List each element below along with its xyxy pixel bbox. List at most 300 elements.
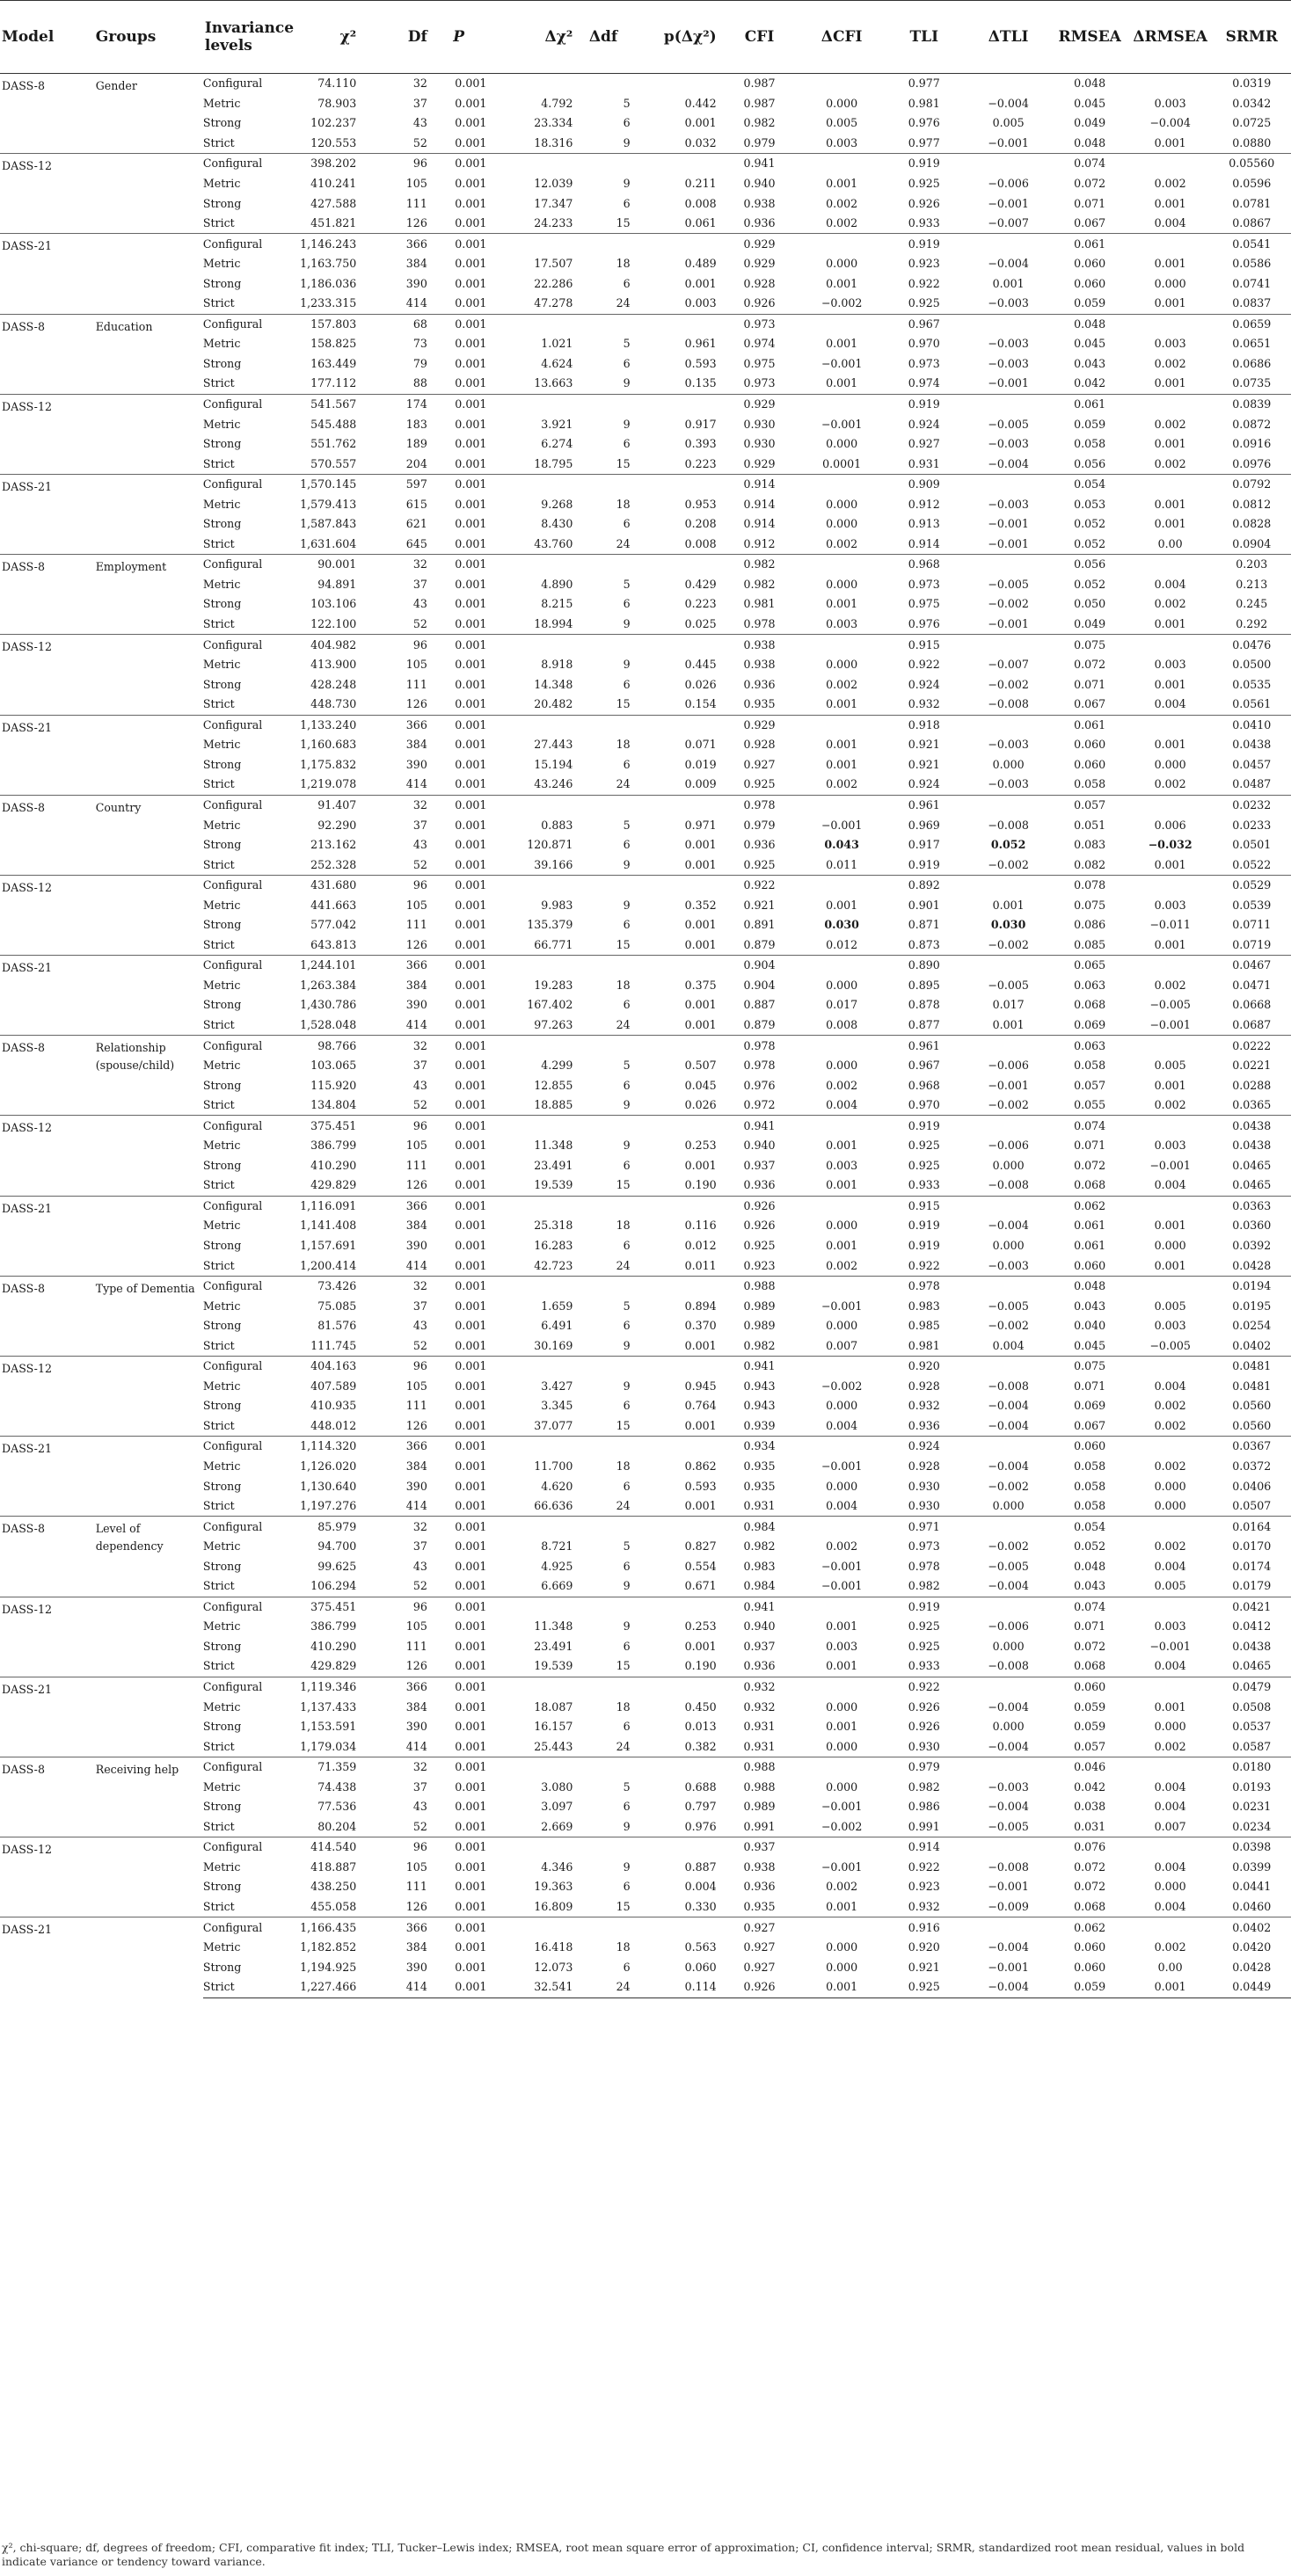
chi-square-cell: 94.700 — [317, 1539, 357, 1554]
model-cell: DASS-12 — [0, 394, 94, 474]
srmr-cell: 0.0254 — [1232, 1319, 1272, 1333]
p-cell: 0.001 — [455, 597, 487, 611]
group-cell: Relationship (spouse/child) — [94, 1036, 203, 1116]
rmsea-cell: 0.052 — [1074, 536, 1106, 550]
p-cell: 0.001 — [455, 1859, 487, 1874]
invariance-level-cell: Strict — [202, 296, 235, 310]
delta-df-cell: 9 — [623, 177, 631, 190]
df-cell: 384 — [405, 978, 427, 992]
rmsea-cell: 0.063 — [1074, 978, 1106, 992]
p-delta-chi-square-cell: 0.370 — [684, 1319, 717, 1333]
invariance-level-cell: Configural — [203, 956, 288, 976]
cfi-cell: 0.989 — [743, 1319, 776, 1333]
rmsea-cell: 0.045 — [1074, 96, 1106, 110]
srmr-cell: 0.0529 — [1213, 875, 1291, 895]
delta-df-cell: 9 — [623, 1139, 631, 1153]
delta-rmsea-cell — [1128, 795, 1213, 815]
invariance-level-cell: Strict — [202, 857, 235, 871]
delta-tli-cell — [966, 1276, 1052, 1296]
chi-square-cell: 418.887 — [310, 1859, 357, 1874]
p-cell: 0.001 — [429, 474, 489, 494]
delta-tli-cell: 0.001 — [992, 1017, 1025, 1031]
chi-square-cell: 1,233.315 — [300, 296, 357, 310]
delta-tli-cell: −0.002 — [988, 857, 1029, 871]
p-cell: 0.001 — [455, 1619, 487, 1634]
cfi-cell: 0.937 — [718, 1837, 801, 1858]
delta-rmsea-cell: −0.001 — [1149, 1639, 1191, 1653]
p-delta-chi-square-cell: 0.223 — [684, 597, 717, 611]
cfi-cell: 0.983 — [743, 1559, 776, 1573]
delta-df-cell: 9 — [623, 1859, 631, 1874]
p-cell: 0.001 — [429, 234, 489, 254]
col-header-df: Df — [358, 1, 429, 74]
chi-square-cell: 1,182.852 — [300, 1940, 357, 1954]
delta-tli-cell: −0.005 — [988, 1819, 1029, 1833]
tli-cell: 0.922 — [883, 1677, 966, 1697]
group-cell — [94, 635, 203, 715]
rmsea-cell: 0.063 — [1052, 1036, 1128, 1056]
delta-rmsea-cell — [1128, 875, 1213, 895]
delta-df-cell: 24 — [616, 536, 631, 550]
delta-chi-square-cell: 23.491 — [534, 1158, 573, 1172]
table-row — [0, 956, 1291, 976]
p-cell: 0.001 — [429, 1437, 489, 1457]
delta-tli-cell: 0.001 — [992, 898, 1025, 912]
df-cell: 414 — [405, 1258, 427, 1272]
delta-df-cell — [574, 1917, 631, 1938]
df-cell: 52 — [412, 857, 427, 871]
p-cell: 0.001 — [455, 96, 487, 110]
p-delta-chi-square-cell: 0.330 — [684, 1900, 717, 1914]
delta-rmsea-cell: 0.002 — [1154, 777, 1186, 791]
tli-cell: 0.982 — [908, 1779, 940, 1794]
chi-square-cell: 404.982 — [288, 635, 359, 655]
invariance-level-cell: Metric — [202, 978, 241, 992]
group-cell: Level of dependency — [94, 1517, 203, 1597]
p-cell: 0.001 — [455, 497, 487, 511]
rmsea-cell: 0.040 — [1074, 1319, 1106, 1333]
tli-cell: 0.890 — [883, 956, 966, 976]
p-delta-chi-square-cell: 0.953 — [684, 497, 717, 511]
delta-cfi-cell — [800, 555, 883, 575]
model-cell: DASS-21 — [0, 1196, 94, 1276]
chi-square-cell: 541.567 — [288, 394, 359, 414]
srmr-cell: 0.0465 — [1232, 1158, 1272, 1172]
invariance-level-cell: Strict — [202, 1017, 235, 1031]
srmr-cell: 0.0560 — [1232, 1399, 1272, 1413]
delta-chi-square-cell: 32.541 — [488, 1977, 574, 1997]
delta-df-cell: 9 — [623, 1338, 631, 1352]
df-cell: 414 — [405, 777, 427, 791]
tli-cell: 0.925 — [908, 1158, 940, 1172]
df-cell: 390 — [405, 998, 427, 1012]
invariance-level-cell: Strict — [202, 1499, 235, 1513]
p-cell: 0.001 — [429, 1036, 489, 1056]
cfi-cell: 0.926 — [743, 296, 776, 310]
df-cell: 52 — [412, 1579, 427, 1593]
cfi-cell: 0.938 — [743, 196, 776, 210]
srmr-cell: 0.0539 — [1232, 898, 1272, 912]
p-cell: 0.001 — [429, 1837, 489, 1858]
rmsea-cell: 0.067 — [1074, 1418, 1106, 1432]
delta-cfi-cell: −0.001 — [821, 1459, 863, 1473]
delta-rmsea-cell — [1128, 1357, 1213, 1377]
invariance-level-cell: Metric — [202, 1299, 241, 1313]
delta-df-cell: 9 — [623, 417, 631, 431]
p-delta-chi-square-cell: 0.001 — [684, 116, 717, 130]
tli-cell: 0.873 — [908, 937, 940, 951]
srmr-cell: 0.0441 — [1232, 1880, 1272, 1894]
p-cell: 0.001 — [455, 1078, 487, 1092]
invariance-level-cell: Configural — [203, 1357, 288, 1377]
cfi-cell: 0.991 — [743, 1819, 776, 1833]
rmsea-cell: 0.069 — [1074, 1017, 1106, 1031]
delta-df-cell — [574, 1677, 631, 1697]
rmsea-cell: 0.068 — [1074, 1178, 1106, 1192]
chi-square-cell: 1,186.036 — [300, 276, 357, 290]
delta-rmsea-cell: 0.006 — [1154, 818, 1186, 832]
delta-cfi-cell: −0.001 — [821, 1579, 863, 1593]
rmsea-cell: 0.071 — [1074, 1379, 1106, 1393]
p-delta-chi-square-cell — [632, 555, 718, 575]
delta-tli-cell: −0.005 — [988, 1299, 1029, 1313]
delta-chi-square-cell: 16.418 — [534, 1940, 573, 1954]
delta-tli-cell: −0.001 — [988, 617, 1029, 631]
chi-square-cell: 80.204 — [317, 1819, 357, 1833]
tli-cell: 0.926 — [908, 196, 940, 210]
p-delta-chi-square-cell — [632, 1116, 718, 1136]
df-cell: 37 — [412, 818, 427, 832]
p-cell: 0.001 — [455, 1418, 487, 1432]
delta-cfi-cell: 0.003 — [826, 1639, 858, 1653]
rmsea-cell: 0.031 — [1074, 1819, 1106, 1833]
srmr-cell: 0.0872 — [1232, 417, 1272, 431]
delta-chi-square-cell — [488, 1357, 574, 1377]
tli-cell: 0.915 — [883, 1196, 966, 1216]
p-delta-chi-square-cell — [632, 1597, 718, 1617]
delta-rmsea-cell: 0.004 — [1154, 1859, 1186, 1874]
srmr-cell: 0.0449 — [1213, 1977, 1291, 1997]
df-cell: 105 — [405, 1139, 427, 1153]
delta-df-cell — [574, 234, 631, 254]
chi-square-cell: 1,579.413 — [300, 497, 357, 511]
delta-chi-square-cell: 18.316 — [534, 135, 573, 149]
df-cell: 414 — [405, 296, 427, 310]
delta-df-cell: 6 — [623, 1639, 631, 1653]
rmsea-cell: 0.057 — [1074, 1739, 1106, 1753]
delta-tli-cell — [966, 474, 1052, 494]
model-cell: DASS-12 — [0, 1837, 94, 1917]
df-cell: 183 — [405, 417, 427, 431]
delta-df-cell: 9 — [623, 617, 631, 631]
delta-df-cell: 6 — [623, 1720, 631, 1734]
rmsea-cell: 0.049 — [1074, 116, 1106, 130]
p-delta-chi-square-cell — [632, 394, 718, 414]
srmr-cell: 0.0428 — [1232, 1960, 1272, 1974]
delta-tli-cell: −0.004 — [988, 1699, 1029, 1714]
p-delta-chi-square-cell: 0.253 — [684, 1619, 717, 1634]
invariance-level-cell: Strict — [202, 376, 235, 390]
rmsea-cell: 0.052 — [1074, 517, 1106, 531]
delta-chi-square-cell: 97.263 — [534, 1017, 573, 1031]
p-cell: 0.001 — [455, 1258, 487, 1272]
p-delta-chi-square-cell — [632, 875, 718, 895]
df-cell: 37 — [412, 1779, 427, 1794]
p-delta-chi-square-cell: 0.593 — [684, 356, 717, 370]
delta-rmsea-cell: 0.005 — [1154, 1579, 1186, 1593]
p-cell: 0.001 — [455, 978, 487, 992]
tli-cell: 0.919 — [883, 394, 966, 414]
delta-tli-cell: −0.004 — [988, 1459, 1029, 1473]
chi-square-cell: 115.920 — [310, 1078, 357, 1092]
srmr-cell: 0.0508 — [1232, 1699, 1272, 1714]
p-cell: 0.001 — [455, 1459, 487, 1473]
p-cell: 0.001 — [429, 555, 489, 575]
p-delta-chi-square-cell: 0.442 — [684, 96, 717, 110]
delta-tli-cell: −0.008 — [988, 697, 1029, 711]
tli-cell: 0.932 — [908, 1399, 940, 1413]
delta-cfi-cell: 0.000 — [826, 96, 858, 110]
rmsea-cell: 0.042 — [1074, 1779, 1106, 1794]
rmsea-cell: 0.071 — [1074, 677, 1106, 691]
p-delta-chi-square-cell: 0.688 — [684, 1779, 717, 1794]
group-cell — [94, 234, 203, 314]
delta-tli-cell: −0.004 — [988, 1800, 1029, 1814]
delta-tli-cell: −0.003 — [988, 738, 1029, 752]
srmr-cell: 0.0319 — [1213, 74, 1291, 94]
rmsea-cell: 0.052 — [1074, 577, 1106, 591]
delta-rmsea-cell: 0.003 — [1154, 337, 1186, 351]
cfi-cell: 0.941 — [718, 154, 801, 174]
delta-df-cell: 15 — [616, 697, 631, 711]
invariance-level-cell: Metric — [202, 337, 241, 351]
delta-df-cell — [574, 956, 631, 976]
table-row — [0, 1757, 1291, 1777]
invariance-level-cell: Configural — [203, 154, 288, 174]
delta-chi-square-cell: 3.345 — [541, 1399, 573, 1413]
delta-df-cell: 18 — [616, 978, 631, 992]
delta-df-cell: 6 — [623, 597, 631, 611]
rmsea-cell: 0.067 — [1074, 216, 1106, 230]
chi-square-cell: 81.576 — [317, 1319, 357, 1333]
delta-tli-cell: −0.002 — [988, 677, 1029, 691]
delta-rmsea-cell: 0.002 — [1154, 597, 1186, 611]
delta-df-cell — [574, 314, 631, 334]
delta-df-cell — [574, 1196, 631, 1216]
cfi-cell: 0.973 — [718, 314, 801, 334]
p-delta-chi-square-cell: 0.208 — [684, 517, 717, 531]
delta-chi-square-cell: 19.283 — [534, 978, 573, 992]
delta-rmsea-cell: 0.004 — [1154, 1559, 1186, 1573]
srmr-cell: 0.0410 — [1213, 715, 1291, 735]
df-cell: 52 — [412, 1098, 427, 1112]
tli-cell: 0.921 — [908, 757, 940, 771]
p-delta-chi-square-cell: 0.489 — [684, 257, 717, 271]
cfi-cell: 0.981 — [743, 597, 776, 611]
delta-rmsea-cell: 0.004 — [1154, 697, 1186, 711]
delta-tli-cell: −0.008 — [988, 1379, 1029, 1393]
chi-square-cell: 77.536 — [317, 1800, 357, 1814]
rmsea-cell: 0.078 — [1052, 875, 1128, 895]
cfi-cell: 0.936 — [743, 677, 776, 691]
delta-rmsea-cell: 0.001 — [1154, 937, 1186, 951]
delta-df-cell — [574, 715, 631, 735]
group-cell — [94, 154, 203, 234]
delta-df-cell: 24 — [616, 1499, 631, 1513]
rmsea-cell: 0.056 — [1052, 555, 1128, 575]
delta-cfi-cell: 0.001 — [826, 177, 858, 190]
delta-tli-cell — [966, 1036, 1052, 1056]
invariance-level-cell: Strict — [202, 1579, 235, 1593]
df-cell: 366 — [358, 1196, 429, 1216]
delta-tli-cell — [966, 1116, 1052, 1136]
p-cell: 0.001 — [455, 135, 487, 149]
tli-cell: 0.978 — [908, 1559, 940, 1573]
delta-df-cell: 15 — [616, 216, 631, 230]
p-delta-chi-square-cell — [632, 956, 718, 976]
delta-cfi-cell: 0.0001 — [822, 456, 862, 470]
chi-square-cell: 92.290 — [317, 818, 357, 832]
group-cell — [94, 875, 203, 955]
cfi-cell: 0.935 — [743, 1479, 776, 1493]
p-cell: 0.001 — [455, 437, 487, 451]
delta-cfi-cell: 0.000 — [826, 1319, 858, 1333]
srmr-cell: 0.0365 — [1232, 1098, 1272, 1112]
invariance-level-cell: Strict — [202, 1418, 235, 1432]
delta-rmsea-cell: 0.005 — [1154, 1299, 1186, 1313]
invariance-level-cell: Strict — [203, 1977, 288, 1997]
delta-cfi-cell: 0.000 — [826, 517, 858, 531]
df-cell: 615 — [405, 497, 427, 511]
cfi-cell: 0.929 — [743, 456, 776, 470]
delta-rmsea-cell: 0.000 — [1154, 1479, 1186, 1493]
cfi-cell: 0.923 — [743, 1258, 776, 1272]
delta-chi-square-cell: 19.539 — [534, 1659, 573, 1673]
tli-cell: 0.986 — [908, 1800, 940, 1814]
group-cell — [94, 1196, 203, 1276]
table-row — [0, 474, 1291, 494]
delta-chi-square-cell: 12.073 — [534, 1960, 573, 1974]
chi-square-cell: 1,141.408 — [300, 1219, 357, 1233]
p-cell: 0.001 — [455, 1319, 487, 1333]
srmr-cell: 0.0501 — [1232, 838, 1272, 852]
p-cell: 0.001 — [455, 116, 487, 130]
tli-cell: 0.975 — [908, 597, 940, 611]
delta-chi-square-cell — [488, 154, 574, 174]
delta-cfi-cell: 0.000 — [826, 1059, 858, 1073]
srmr-cell: 0.0363 — [1213, 1196, 1291, 1216]
delta-chi-square-cell — [488, 1437, 574, 1457]
delta-cfi-cell: −0.001 — [821, 356, 863, 370]
srmr-cell: 0.0231 — [1232, 1800, 1272, 1814]
rmsea-cell: 0.055 — [1074, 1098, 1106, 1112]
delta-tli-cell: 0.017 — [992, 998, 1025, 1012]
chi-square-cell: 429.829 — [310, 1659, 357, 1673]
srmr-cell: 0.0428 — [1232, 1258, 1272, 1272]
delta-cfi-cell: 0.000 — [826, 497, 858, 511]
df-cell: 32 — [358, 795, 429, 815]
p-delta-chi-square-cell: 0.045 — [684, 1078, 717, 1092]
delta-cfi-cell: 0.003 — [826, 1158, 858, 1172]
rmsea-cell: 0.048 — [1074, 1559, 1106, 1573]
p-cell: 0.001 — [429, 74, 489, 94]
invariance-level-cell: Configural — [203, 1437, 288, 1457]
p-cell: 0.001 — [429, 1597, 489, 1617]
invariance-level-cell: Strict — [202, 1258, 235, 1272]
chi-square-cell: 570.557 — [310, 456, 357, 470]
delta-df-cell — [574, 635, 631, 655]
rmsea-cell: 0.050 — [1074, 597, 1106, 611]
chi-square-cell: 1,137.433 — [300, 1699, 357, 1714]
p-cell: 0.001 — [429, 1677, 489, 1697]
delta-tli-cell: 0.005 — [992, 116, 1025, 130]
delta-df-cell: 6 — [623, 276, 631, 290]
delta-cfi-cell: 0.000 — [826, 1219, 858, 1233]
srmr-cell: 0.0719 — [1232, 937, 1272, 951]
p-delta-chi-square-cell: 0.001 — [684, 1499, 717, 1513]
rmsea-cell: 0.060 — [1074, 257, 1106, 271]
srmr-cell: 0.0438 — [1232, 1139, 1272, 1153]
chi-square-cell: 1,146.243 — [288, 234, 359, 254]
p-delta-chi-square-cell: 0.375 — [684, 978, 717, 992]
delta-df-cell — [574, 1597, 631, 1617]
delta-tli-cell: −0.008 — [988, 818, 1029, 832]
p-cell: 0.001 — [455, 757, 487, 771]
tli-cell: 0.919 — [883, 234, 966, 254]
tli-cell: 0.915 — [883, 635, 966, 655]
p-delta-chi-square-cell — [632, 715, 718, 735]
delta-rmsea-cell: 0.003 — [1154, 898, 1186, 912]
delta-rmsea-cell: 0.00 — [1157, 1960, 1183, 1974]
delta-cfi-cell: 0.002 — [826, 196, 858, 210]
rmsea-cell: 0.048 — [1052, 74, 1128, 94]
delta-cfi-cell: 0.001 — [826, 697, 858, 711]
df-cell: 390 — [405, 757, 427, 771]
cfi-cell: 0.943 — [743, 1399, 776, 1413]
invariance-level-cell: Configural — [203, 1276, 288, 1296]
p-cell: 0.001 — [455, 536, 487, 550]
cfi-cell: 0.929 — [718, 715, 801, 735]
table-row — [0, 555, 1291, 575]
delta-rmsea-cell: 0.001 — [1154, 296, 1186, 310]
delta-df-cell: 6 — [623, 1158, 631, 1172]
delta-rmsea-cell: 0.003 — [1154, 1619, 1186, 1634]
delta-df-cell: 9 — [623, 1819, 631, 1833]
delta-cfi-cell: 0.002 — [826, 677, 858, 691]
delta-chi-square-cell: 6.274 — [541, 437, 573, 451]
cfi-cell: 0.921 — [743, 898, 776, 912]
rmsea-cell: 0.061 — [1074, 1219, 1106, 1233]
tli-cell: 0.922 — [908, 276, 940, 290]
p-cell: 0.001 — [455, 1017, 487, 1031]
tli-cell: 0.921 — [908, 738, 940, 752]
delta-rmsea-cell — [1128, 715, 1213, 735]
delta-chi-square-cell: 8.430 — [541, 517, 573, 531]
delta-chi-square-cell: 12.039 — [534, 177, 573, 190]
cfi-cell: 0.891 — [743, 918, 776, 932]
cfi-cell: 0.978 — [743, 617, 776, 631]
delta-cfi-cell: 0.005 — [826, 116, 858, 130]
df-cell: 105 — [405, 898, 427, 912]
delta-cfi-cell: 0.002 — [826, 536, 858, 550]
df-cell: 105 — [405, 177, 427, 190]
p-cell: 0.001 — [429, 715, 489, 735]
delta-chi-square-cell: 16.809 — [534, 1900, 573, 1914]
tli-cell: 0.901 — [908, 898, 940, 912]
df-cell: 384 — [405, 1459, 427, 1473]
delta-rmsea-cell: 0.002 — [1154, 1940, 1186, 1954]
invariance-level-cell: Strict — [202, 456, 235, 470]
